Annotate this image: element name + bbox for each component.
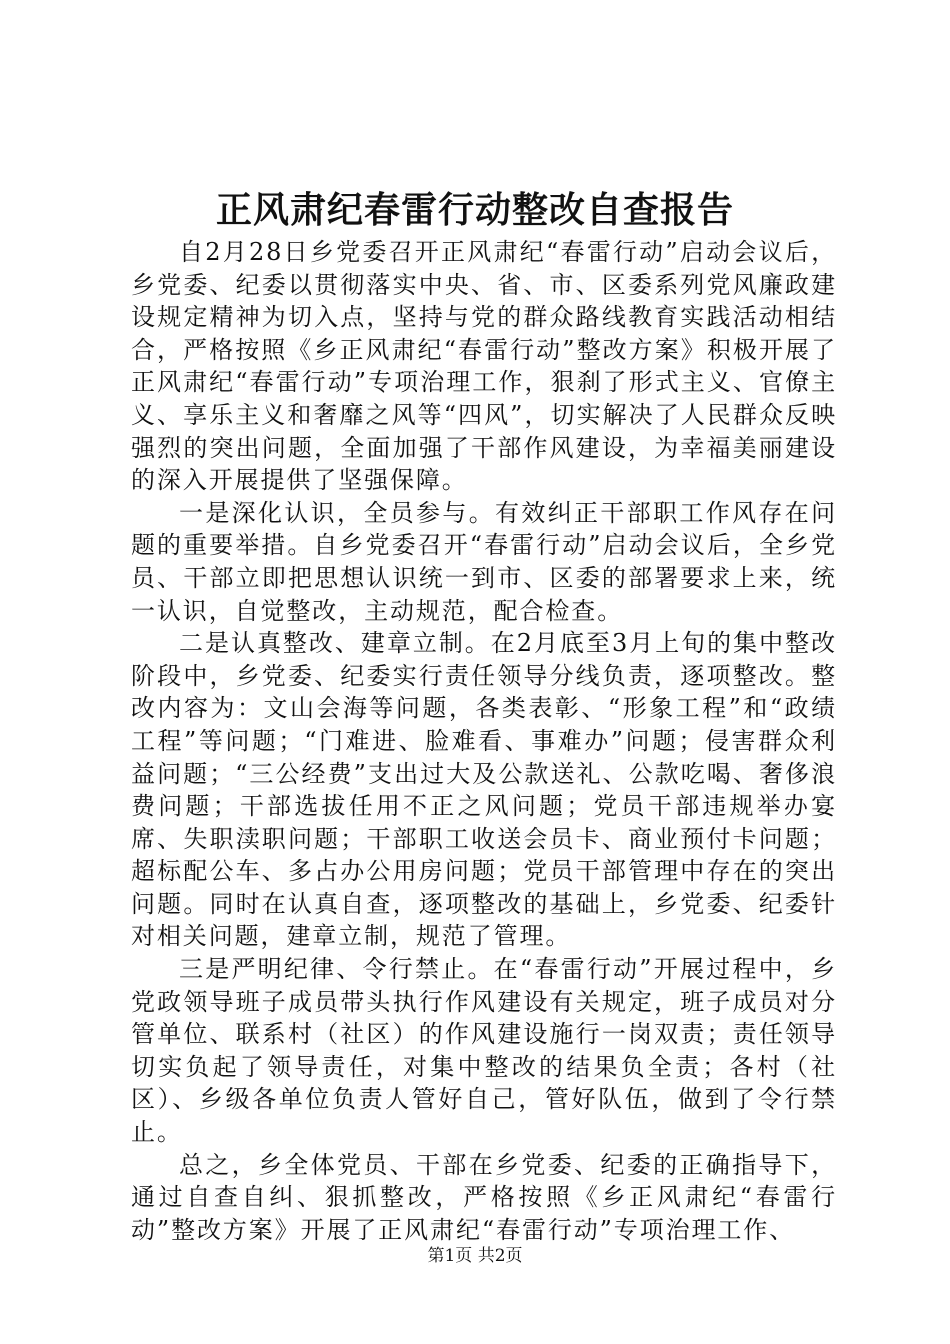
paragraph-point-one: 一是深化认识，全员参与。有效纠正干部职工作风存在问题的重要举措。自乡党委召开“春雷行动”启动会议后，全乡党员、干部立即把思想认识统一到市、区委的部署要求上来，统一认识，自觉整改，主动规范，配合检查。: [131, 498, 837, 625]
page-number-footer: 第1页 共2页: [427, 1246, 523, 1266]
document-body: [131, 236, 837, 1246]
document-title: 正风肃纪春雷行动整改自查报告: [215, 189, 734, 231]
paragraph-summary: 总之，乡全体党员、干部在乡党委、纪委的正确指导下，通过自查自纠、狠抓整改，严格按照《乡正风肃纪“春雷行动”整改方案》开展了正风肃纪“春雷行动”专项治理工作、: [131, 1150, 837, 1244]
paragraph-point-three: 三是严明纪律、令行禁止。在“春雷行动”开展过程中，乡党政领导班子成员带头执行作风建设有关规定，班子成员对分管单位、联系村（社区）的作风建设施行一岗双责；责任领导切实负起了领导责任，对集中整改的结果负全责；各村（社区）、乡级各单位负责人管好自己，管好队伍，做到了令行禁止。: [131, 955, 837, 1147]
paragraph-intro: 自2月28日乡党委召开正风肃纪“春雷行动”启动会议后，乡党委、纪委以贯彻落实中央、省、市、区委系列党风廉政建设规定精神为切入点，坚持与党的群众路线教育实践活动相结合，严格按照《乡正风肃纪“春雷行动”整改方案》积极开展了正风肃纪“春雷行动”专项治理工作，狠刹了形式主义、官僚主义、享乐主义和奢靡之风等“四风”，切实解决了人民群众反映强烈的突出问题，全面加强了干部作风建设，为幸福美丽建设的深入开展提供了坚强保障。: [131, 238, 837, 495]
paragraph-point-two: 二是认真整改、建章立制。在2月底至3月上旬的集中整改阶段中，乡党委、纪委实行责任领导分线负责，逐项整改。整改内容为：文山会海等问题，各类表彰、“形象工程”和“政绩工程”等问题；“门难进、脸难看、事难办”问题；侵害群众利益问题；“三公经费”支出过大及公款送礼、公款吃喝、奢侈浪费问题；干部选拔任用不正之风问题；党员干部违规举办宴席、失职渎职问题；干部职工收送会员卡、商业预付卡问题；超标配公车、多占办公用房问题；党员干部管理中存在的突出问题。同时在认真自查，逐项整改的基础上，乡党委、纪委针对相关问题，建章立制，规范了管理。: [131, 629, 837, 951]
